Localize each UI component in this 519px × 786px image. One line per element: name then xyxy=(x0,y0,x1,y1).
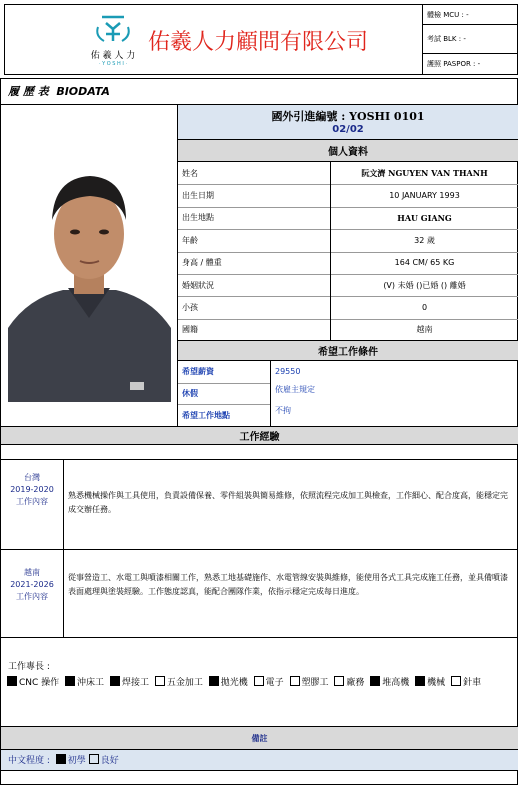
personal-row-value: 0 xyxy=(421,303,428,313)
desired-row-label: 休假 xyxy=(182,389,198,399)
exp-2-text: 從事營造工、水電工與噴漆相關工作，熟悉工地基礎施作、水電管線安裝與維修，能使用各式工具完成施工任務，並具備噴漆表面處理與塗裝經驗。工作態度認真，能配合團隊作業，依指示穩定完成每日進度。 xyxy=(68,573,508,596)
skill-name: 五金加工 xyxy=(166,678,203,688)
skill-item xyxy=(367,678,409,688)
desired-row-value: 不拘 xyxy=(275,406,291,416)
ref-label: 國外引進編號 : xyxy=(271,110,346,123)
personal-header: 個人資料 xyxy=(178,140,518,161)
personal-row-label: 姓名 xyxy=(182,168,198,178)
skill-item xyxy=(251,678,284,688)
skill-item xyxy=(331,678,364,688)
unchecked-box-icon xyxy=(254,676,264,686)
divider xyxy=(0,459,518,460)
divider xyxy=(270,361,271,426)
chinese-option: 良好 xyxy=(100,756,119,766)
ref-code: YOSHI 0101 xyxy=(349,110,425,123)
checked-box-icon xyxy=(7,676,17,686)
checked-box-icon xyxy=(415,676,425,686)
check-row-mcu xyxy=(423,5,517,25)
divider xyxy=(178,184,518,185)
ref-block xyxy=(178,105,518,139)
logo-english: · Y O S H I · xyxy=(98,61,128,67)
checked-box-icon xyxy=(209,676,219,686)
biodata-title: 履 歷 表 BIODATA xyxy=(8,85,110,98)
skill-item xyxy=(287,678,329,688)
skill-name: 塑膠工 xyxy=(301,678,329,688)
divider xyxy=(178,274,518,275)
skill-name: 沖床工 xyxy=(77,678,105,688)
exp-country: 台灣 xyxy=(24,473,40,482)
skill-name: 電子 xyxy=(265,678,284,688)
divider xyxy=(178,229,518,230)
skill-item xyxy=(412,678,445,688)
desired-row-label: 希望薪資 xyxy=(182,367,214,377)
chinese-options xyxy=(53,756,119,766)
personal-row-label: 身高 / 體重 xyxy=(182,258,222,268)
personal-row-label: 出生地點 xyxy=(182,213,214,223)
chinese-option: 初學 xyxy=(67,756,86,766)
personal-row-value: 164 CM/ 65 KG xyxy=(394,258,455,268)
skills-label: 工作專長 : xyxy=(8,662,50,672)
skill-name: 焊接工 xyxy=(121,678,149,688)
personal-row-label: 出生日期 xyxy=(182,191,214,201)
unchecked-box-icon xyxy=(451,676,461,686)
divider xyxy=(330,162,331,340)
checked-box-icon xyxy=(56,754,66,764)
portrait-image xyxy=(8,158,171,402)
desired-header: 希望工作條件 xyxy=(178,341,518,360)
skill-item xyxy=(448,678,481,688)
personal-row-value: HAU GIANG xyxy=(397,212,452,223)
chinese-level xyxy=(8,753,119,766)
exp-country: 越南 xyxy=(24,568,40,577)
exp-label: 工作內容 xyxy=(16,592,48,601)
logo-mark-icon xyxy=(90,14,136,44)
personal-row-label: 年齡 xyxy=(182,235,198,245)
check-label: 護照 PASPOR : xyxy=(427,60,476,68)
desired-row-label: 希望工作地點 xyxy=(182,410,230,420)
personal-row-label: 小孩 xyxy=(182,303,198,313)
divider xyxy=(0,770,518,771)
logo-chinese: 佑 羲 人 力 xyxy=(90,51,136,61)
personal-row-value: 越南 xyxy=(416,325,433,335)
personal-row-value: 阮文濟 NGUYEN VAN THANH xyxy=(361,167,488,178)
divider xyxy=(0,444,518,445)
exp-years: 2021-2026 xyxy=(10,580,54,589)
divider xyxy=(0,637,518,638)
divider xyxy=(178,252,518,253)
unchecked-box-icon xyxy=(155,676,165,686)
check-row-passport xyxy=(423,54,517,74)
desired-row-value: 依雇主規定 xyxy=(275,384,315,394)
unchecked-box-icon xyxy=(89,754,99,764)
exp-label: 工作內容 xyxy=(16,497,48,506)
unchecked-box-icon xyxy=(334,676,344,686)
divider xyxy=(178,404,270,405)
personal-row-value: 10 JANUARY 1993 xyxy=(389,191,460,201)
skill-name: 堆高機 xyxy=(382,678,410,688)
desired-row-value: 29550 xyxy=(275,367,301,376)
divider xyxy=(178,319,518,320)
checks-panel xyxy=(422,4,518,75)
check-value: - xyxy=(466,10,469,19)
chinese-label: 中文程度 : xyxy=(8,756,50,766)
page-number: 02/02 xyxy=(332,124,364,135)
personal-row-value: 32 歲 xyxy=(414,235,435,245)
skill-name: CNC 操作 xyxy=(19,678,60,688)
check-value: - xyxy=(477,60,481,68)
remarks-header: 備註 xyxy=(1,727,518,749)
checked-box-icon xyxy=(370,676,380,686)
divider xyxy=(178,207,518,208)
check-row-blk xyxy=(423,25,517,54)
check-label: 體檢 MCU : xyxy=(427,10,464,19)
checked-box-icon xyxy=(110,676,120,686)
ref-line xyxy=(178,108,518,124)
exp-1-text: 熟悉機械操作與工具使用，負責設備保養、零件組裝與簡易維修，依照流程完成加工與檢查，工作細心、配合度高，能穩定完成交辦任務。 xyxy=(68,491,508,514)
exp-years: 2019-2020 xyxy=(10,485,54,494)
check-label: 考試 BLK : xyxy=(427,35,462,43)
skill-item xyxy=(107,678,149,688)
personal-row-value: (V) 未婚 ()已婚 () 離婚 xyxy=(383,280,466,290)
divider xyxy=(63,459,64,637)
skill-item xyxy=(62,678,104,688)
company-logo xyxy=(90,14,136,66)
skill-item xyxy=(206,678,248,688)
applicant-photo xyxy=(8,158,171,402)
check-value: - xyxy=(463,35,466,43)
exp-1-meta xyxy=(1,472,63,508)
experience-header: 工作經驗 xyxy=(1,427,518,444)
personal-row-label: 婚姻狀況 xyxy=(182,280,214,290)
skill-name: 針車 xyxy=(463,678,482,688)
company-name: 佑羲人力顧問有限公司 xyxy=(148,30,369,55)
divider xyxy=(178,296,518,297)
divider xyxy=(0,549,518,550)
skills-list xyxy=(4,675,516,692)
skill-item xyxy=(152,678,203,688)
skill-name: 廠務 xyxy=(346,678,365,688)
personal-row-label: 國籍 xyxy=(182,325,198,335)
skill-name: 機械 xyxy=(427,678,446,688)
exp-2-meta xyxy=(1,567,63,603)
skill-item xyxy=(4,678,59,688)
unchecked-box-icon xyxy=(290,676,300,686)
checked-box-icon xyxy=(65,676,75,686)
skill-name: 拋光機 xyxy=(220,678,248,688)
divider xyxy=(178,383,270,384)
